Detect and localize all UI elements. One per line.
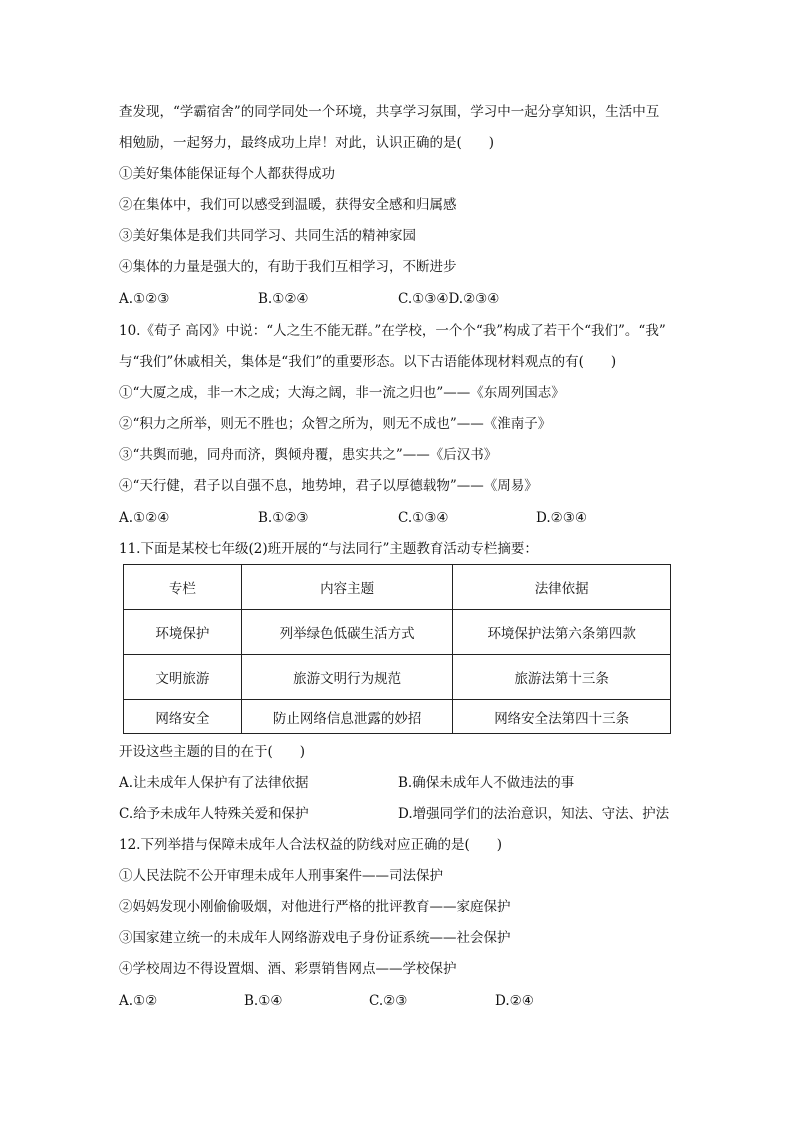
q9-statement-2: ②在集体中，我们可以感受到温暖，获得安全感和归属感 [119,197,457,213]
q12-statement-2: ②妈妈发现小刚偷偷吸烟，对他进行严格的批评教育——家庭保护 [119,899,511,915]
q10-option-a: A.①②④ [119,510,170,526]
table-header: 内容主题 [241,565,453,610]
table-header-row [124,565,671,610]
q11-option-c: C.给予未成年人特殊关爱和保护 [119,806,309,822]
q10-stem-line2: 与“我们”休戚相关，集体是“我们”的重要形态。以下古语能体现材料观点的有( ) [119,354,617,370]
q12-option-d: D.②④ [495,993,534,1009]
q12-option-c: C.②③ [369,993,408,1009]
q10-option-d: D.②③④ [536,510,587,526]
table-cell: 文明旅游 [124,655,242,700]
table-header: 专栏 [124,565,242,610]
q9-statement-4: ④集体的力量是强大的，有助于我们互相学习，不断进步 [119,259,457,275]
table-cell: 环境保护法第六条第四款 [453,610,671,655]
q10-statement-3: ③“共舆而驰，同舟而济，舆倾舟覆，患实共之”——《后汉书》 [119,447,498,463]
q9-statement-1: ①美好集体能保证每个人都获得成功 [119,166,335,182]
q11-table [123,564,671,734]
table-cell: 环境保护 [124,610,242,655]
q12-stem: 12.下列举措与保障未成年人合法权益的防线对应正确的是( ) [119,837,503,853]
table-cell: 旅游文明行为规范 [241,655,453,700]
q9-stem-line2: 相勉励，一起努力，最终成功上岸！对此，认识正确的是( ) [119,135,495,151]
q10-statement-1: ①“大厦之成，非一木之成；大海之阔，非一流之归也”——《东周列国志》 [119,385,565,401]
table-cell: 列举绿色低碳生活方式 [241,610,453,655]
q10-statement-4: ④“天行健，君子以自强不息，地势坤，君子以厚德载物”——《周易》 [119,478,538,494]
q12-statement-1: ①人民法院不公开审理未成年人刑事案件——司法保护 [119,868,443,884]
table-row [124,610,671,655]
q9-option-a: A.①②③ [119,291,170,307]
q11-option-a: A.让未成年人保护有了法律依据 [119,775,309,791]
q11-option-b: B.确保未成年人不做违法的事 [398,775,575,791]
table-row [124,700,671,734]
q10-option-c: C.①③④ [398,510,449,526]
q12-option-a: A.①② [119,993,158,1009]
q11-question: 开设这些主题的目的在于( ) [119,744,306,760]
q10-stem-line1: 10.《荀子 高冈》中说：“人之生不能无群。”在学校，一个个“我”构成了若干个“我们”。“我” [119,323,666,339]
table-cell: 防止网络信息泄露的妙招 [241,700,453,734]
table-cell: 网络安全法第四十三条 [453,700,671,734]
q10-option-b: B.①②③ [258,510,309,526]
q9-statement-3: ③美好集体是我们共同学习、共同生活的精神家园 [119,228,416,244]
q9-option-cd: C.①③④D.②③④ [398,291,500,307]
q12-statement-4: ④学校周边不得设置烟、酒、彩票销售网点——学校保护 [119,961,457,977]
q9-stem-line1: 查发现，“学霸宿舍”的同学同处一个环境，共享学习氛围，学习中一起分享知识，生活中互 [119,104,660,120]
table-header: 法律依据 [453,565,671,610]
q11-stem: 11.下面是某校七年级(2)班开展的“与法同行”主题教育活动专栏摘要： [119,541,538,557]
table-cell: 网络安全 [124,700,242,734]
q10-statement-2: ②“积力之所举，则无不胜也；众智之所为，则无不成也”——《淮南子》 [119,416,552,432]
q9-option-b: B.①②④ [258,291,309,307]
q12-statement-3: ③国家建立统一的未成年人网络游戏电子身份证系统——社会保护 [119,930,511,946]
q11-option-d: D.增强同学们的法治意识，知法、守法、护法 [398,806,670,822]
q12-option-b: B.①④ [244,993,283,1009]
table-row [124,655,671,700]
table-cell: 旅游法第十三条 [453,655,671,700]
